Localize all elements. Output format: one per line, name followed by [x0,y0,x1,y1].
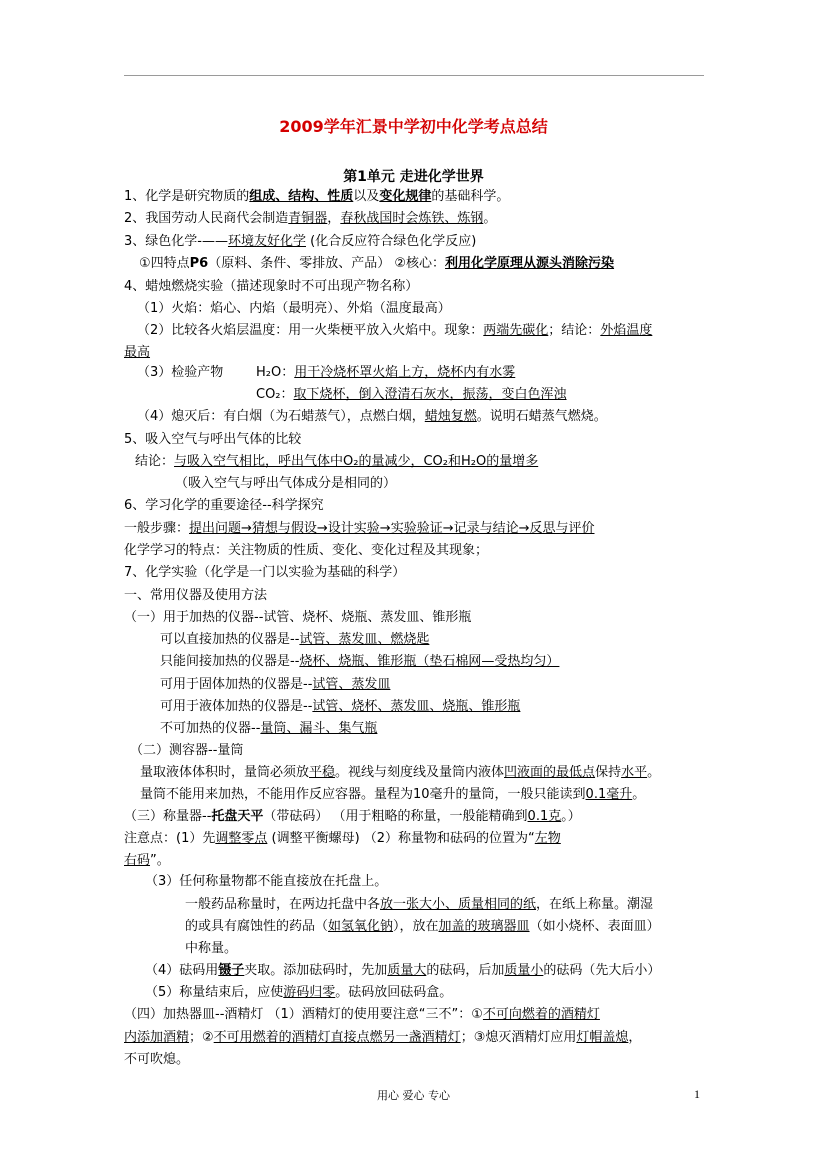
text-line [124,233,476,251]
text-run: 水平 [621,765,648,780]
text-line [124,344,150,362]
text-run: 可用于固体加热的仪器是-- [160,677,313,692]
text-run: 2、我国劳动人民商代会制造 [124,211,289,226]
text-line [137,364,223,382]
text-line [135,453,538,471]
text-run: 的或具有腐蚀性的药品（ [185,919,329,934]
text-run: （2）比较各火焰层温度：用一火柴梗平放入火焰中。现象： [137,323,484,338]
text-run: 环境友好化学 [227,234,306,249]
text-run: （一）用于加热的仪器--试管、烧杯、烧瓶、蒸发皿、锥形瓶 [124,610,472,625]
page-number: 1 [694,1087,700,1101]
text-run: （吸入空气与呼出气体成分是相同的） [175,476,397,491]
text-line [137,300,451,318]
text-line [137,322,652,340]
text-run: ；② [189,1030,214,1045]
text-run: 试管、蒸发皿 [312,677,391,692]
text-line [124,431,301,449]
text-run: 不可加热的仪器-- [160,721,261,736]
text-run: 。 [483,211,497,226]
text-run: 左物 [534,831,561,846]
text-run: 0.1克 [527,809,562,824]
text-line [130,742,243,760]
text-run: （4）熄灭后：有白烟（为石蜡蒸气），点燃白烟， [137,409,425,424]
text-run: 注意点：(1）先 [124,831,216,846]
text-run: 外焰温度 [600,323,653,338]
text-run: （四）加热器皿--酒精灯 （1）酒精灯的使用要注意“三不”：① [124,1007,483,1022]
text-run: 3、绿色化学-—— [124,234,228,249]
text-line [124,587,267,605]
text-run: CO₂： [256,387,294,402]
text-run: 一、常用仪器及使用方法 [124,588,268,603]
text-run: 平稳 [309,765,336,780]
text-run: （5）称量结束后，应使 [145,985,284,1000]
text-line [160,698,520,716]
text-run: （三）称量器-- [124,809,212,824]
text-run: （1）火焰：焰心、内焰（最明亮）、外焰（温度最高） [137,301,451,316]
text-line [124,497,324,515]
text-run: 的砝码，后加 [426,963,505,978]
text-run: 以及 [353,189,380,204]
text-run: （4）砝码用 [145,963,219,978]
text-line [124,520,594,538]
text-run: （如小烧杯、表面皿） [529,919,660,934]
text-run: （带砝码） （用于粗略的称量，一般能精确到 [263,809,528,824]
text-line [124,564,405,582]
text-run: 。） [561,809,581,824]
text-run: 化学学习的特点：关注物质的性质、变化、变化过程及其现象； [124,543,489,558]
text-run: 最高 [124,345,151,360]
text-run: 提出问题→猜想与假设→设计实验→实验验证→记录与结论→反思与评价 [189,521,595,536]
text-run: 游码归零 [283,985,336,1000]
text-run: 。说明石蜡蒸气燃烧。 [476,409,607,424]
text-line [160,631,429,649]
text-run: ；③熄灭酒精灯应用 [460,1030,577,1045]
unit-heading: 第1单元 走进化学世界 [343,169,484,185]
text-run: 试管、烧杯、蒸发皿、烧瓶、锥形瓶 [312,699,521,714]
text-run: 蜡烛复燃 [424,409,477,424]
text-run: 的砝码（先大后小） [543,963,661,978]
text-run: H₂O： [256,365,295,380]
text-run: 两端先碳化 [483,323,549,338]
text-run: 灯帽盖熄 [576,1030,629,1045]
text-run: 与吸入空气相比，呼出气体中O₂的量减少，CO₂和H₂O的量增多 [174,454,539,469]
text-run: （原料、条件、零排放、产品） ②核心： [208,256,446,271]
page-footer: 用心 爱心 专心 [377,1089,450,1102]
text-run: P6 [189,256,209,271]
text-line [124,210,496,228]
text-run: 。 [647,765,661,780]
text-line [256,386,567,404]
text-run: 中称量。 [185,941,238,956]
text-run: ”。 [150,853,170,868]
text-run: 加盖的玻璃器皿 [438,919,530,934]
text-run: 夹取。添加砝码时，先加 [244,963,388,978]
text-run: 用干冷烧杯罩火焰上方，烧杯内有水雾 [294,365,516,380]
text-line [124,278,418,296]
text-run: 调整零点 [215,831,268,846]
text-line [140,764,660,782]
text-line [175,475,396,493]
text-run: ， [628,1030,642,1045]
text-run: 不可用燃着的酒精灯直接点燃另一盏酒精灯 [213,1030,461,1045]
text-run: 右码 [124,853,151,868]
text-run: 取下烧杯，倒入澄清石灰水，振荡，变白色浑浊 [293,387,567,402]
text-run: ；结论： [548,323,601,338]
text-run: 镊子 [218,963,245,978]
text-run: 6、学习化学的重要途径--科学探究 [124,498,324,513]
text-line [124,1006,600,1024]
text-line [124,542,488,560]
text-line [124,830,561,848]
text-line [145,984,452,1002]
text-run: 不可向燃着的酒精灯 [482,1007,600,1022]
text-run: 可以直接加热的仪器是-- [160,632,300,647]
text-line [124,1051,189,1069]
text-run: ，在纸上称量。潮湿 [536,897,654,912]
text-run: 。 [632,787,646,802]
text-run: 结论： [135,454,175,469]
text-run: 质量小 [504,963,544,978]
text-run: 的基础科学。 [431,189,510,204]
text-run: ①四特点 [139,256,190,271]
text-run: 1、化学是研究物质的 [124,189,250,204]
text-run: 可用于液体加热的仪器是-- [160,699,313,714]
text-line [124,609,471,627]
text-line [124,188,509,206]
document-title: 2009学年汇景中学初中化学考点总结 [279,117,548,136]
text-line [185,896,653,914]
header-rule [124,75,704,76]
text-run: 量筒不能用来加热，不能用作反应容器。量程为10毫升的量筒，一般只能读到 [140,787,586,802]
text-line [145,873,387,891]
text-line [140,786,645,804]
text-run: 7、化学实验（化学是一门以实验为基础的科学） [124,565,406,580]
text-run: （3）任何称量物都不能直接放在托盘上。 [145,874,388,889]
text-run: 烧杯、烧瓶、锥形瓶（垫石棉网—受热均匀） [299,654,560,669]
text-run: 试管、蒸发皿、燃烧匙 [299,632,430,647]
text-run: 0.1毫升 [585,787,633,802]
text-line [185,940,237,958]
text-line [160,653,559,671]
text-run: 4、蜡烛燃烧实验（描述现象时不可出现产物名称） [124,279,419,294]
text-run: 质量大 [387,963,427,978]
text-line [139,255,614,273]
text-run: ， [327,211,341,226]
text-run: 保持 [595,765,622,780]
text-run: 青铜器 [288,211,328,226]
text-run: 变化规律 [379,189,432,204]
text-run: 利用化学原理从源头消除污染 [445,256,615,271]
text-run: 凹液面的最低点 [504,765,596,780]
text-line [160,720,377,738]
text-run: 如氢氧化钠 [328,919,394,934]
text-run: 量取液体体积时，量筒必须放 [140,765,310,780]
text-run: 一般步骤： [124,521,190,536]
text-run: 春秋战国时会炼铁、炼钢 [340,211,484,226]
text-line [137,408,607,426]
text-line [124,852,170,870]
text-run: （3）检验产物 [137,365,224,380]
text-run: 5、吸入空气与呼出气体的比较 [124,432,302,447]
text-line [160,676,390,694]
text-run: 组成、结构、性质 [249,189,354,204]
text-line [145,962,660,980]
text-run: 托盘天平 [211,809,264,824]
text-run: 放一张大小、质量相同的纸 [380,897,537,912]
text-line [124,808,581,826]
text-run: ），放在 [393,919,439,934]
text-run: 。视线与刻度线及量筒内液体 [335,765,505,780]
text-line [256,364,515,382]
text-line [185,918,660,936]
text-run: 不可吹熄。 [124,1052,190,1067]
text-line [124,1029,641,1047]
text-run: (调整平衡螺母) （2）称量物和砝码的位置为“ [267,831,535,846]
text-run: 一般药品称量时，在两边托盘中各 [185,897,381,912]
text-run: 只能间接加热的仪器是-- [160,654,300,669]
text-run: （二）测容器--量筒 [130,743,244,758]
text-run: 量筒、漏斗、集气瓶 [260,721,378,736]
text-run: 内添加酒精 [124,1030,190,1045]
text-run: 。砝码放回砝码盒。 [335,985,453,1000]
text-run: (化合反应符合绿色化学反应) [305,234,477,249]
